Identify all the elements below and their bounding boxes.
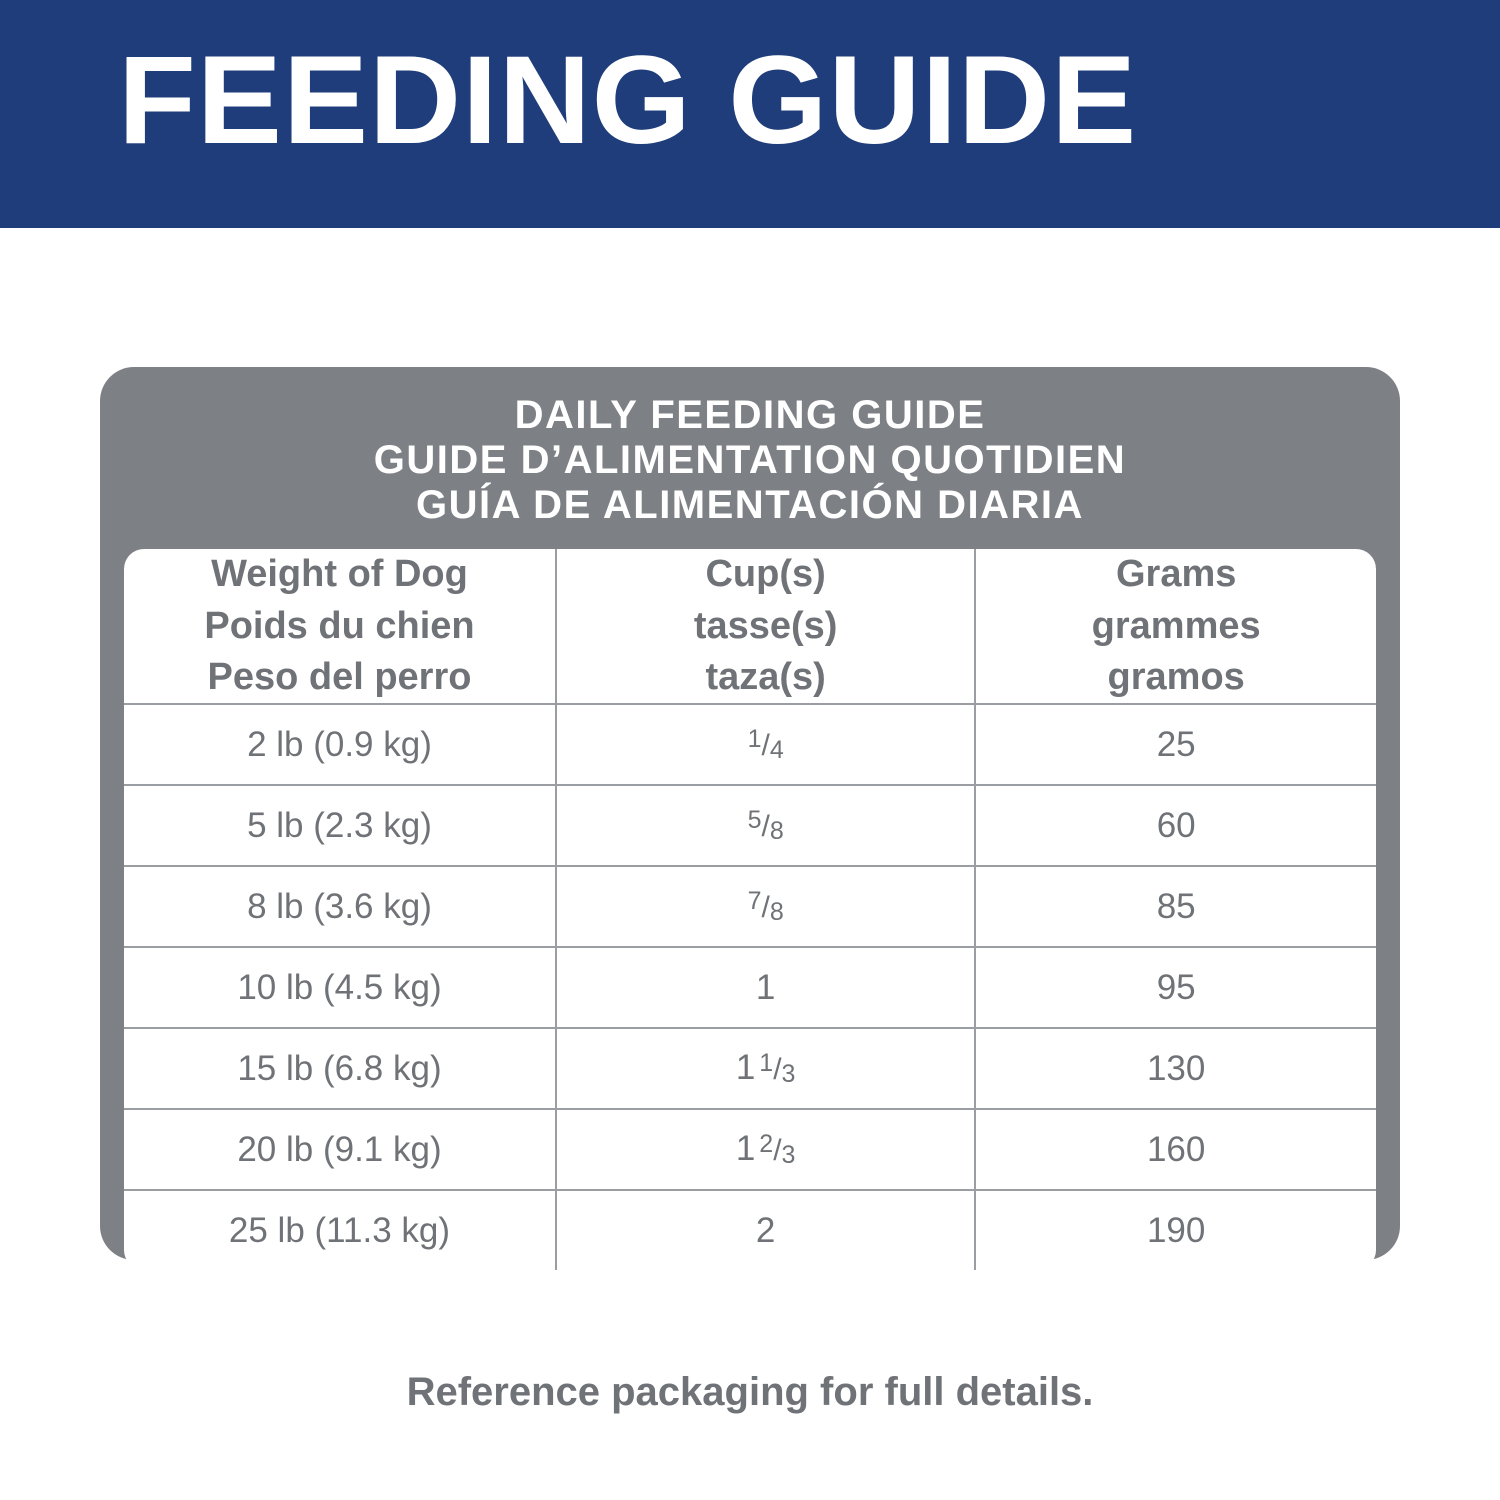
cups-denominator: 8 [769, 898, 784, 927]
column-header-weight-french: Poids du chien [204, 604, 475, 647]
cups-denominator: 4 [769, 736, 784, 765]
column-header-grams-french: grammes [1091, 604, 1261, 647]
table-row [124, 704, 1376, 785]
cell-cups [556, 947, 975, 1028]
column-header-grams [975, 549, 1376, 704]
fraction-slash: / [761, 810, 770, 844]
cups-numerator: 7 [747, 887, 762, 916]
cups-fraction [748, 886, 784, 927]
cell-cups [556, 704, 975, 785]
cell-weight: 5 lb (2.3 kg) [124, 785, 556, 866]
card-heading-english: DAILY FEEDING GUIDE [514, 393, 986, 437]
cups-whole: 1 [735, 1129, 756, 1169]
table-row [124, 947, 1376, 1028]
page-title: FEEDING GUIDE [118, 30, 1138, 170]
column-header-cups-french: tasse(s) [693, 604, 838, 647]
cups-numerator: 1 [759, 1049, 774, 1078]
cups-whole: 1 [735, 1048, 756, 1088]
cups-numerator: 2 [759, 1130, 774, 1159]
cell-grams: 60 [975, 785, 1376, 866]
cell-weight: 10 lb (4.5 kg) [124, 947, 556, 1028]
fraction-slash: / [773, 1134, 782, 1168]
feeding-table-wrapper [124, 549, 1376, 1270]
cups-fraction [759, 1129, 795, 1170]
cups-numerator: 5 [747, 806, 762, 835]
card-heading-french: GUIDE D’ALIMENTATION QUOTIDIEN [373, 437, 1127, 482]
cell-weight: 15 lb (6.8 kg) [124, 1028, 556, 1109]
cups-fraction [748, 805, 784, 846]
feeding-table [124, 549, 1376, 1270]
cell-grams: 25 [975, 704, 1376, 785]
cell-grams: 190 [1146, 1210, 1206, 1250]
cell-weight: 20 lb (9.1 kg) [124, 1109, 556, 1190]
cell-grams: 160 [975, 1109, 1376, 1190]
fraction-slash: / [761, 729, 770, 763]
column-header-cups [556, 549, 975, 704]
column-header-grams-spanish: gramos [1107, 655, 1245, 698]
daily-feeding-guide-card [100, 367, 1400, 1260]
column-header-weight-spanish: Peso del perro [207, 655, 472, 698]
card-heading [124, 393, 1376, 527]
cups-plain: 2 [755, 1210, 776, 1250]
cell-weight: 2 lb (0.9 kg) [124, 704, 556, 785]
table-row [124, 1028, 1376, 1109]
cell-cups [556, 866, 975, 947]
fraction-slash: / [773, 1053, 782, 1087]
table-row [124, 1109, 1376, 1190]
cups-fraction [748, 724, 784, 765]
cell-weight: 8 lb (3.6 kg) [124, 866, 556, 947]
column-header-cups-english: Cup(s) [705, 553, 826, 596]
cups-denominator: 8 [769, 817, 784, 846]
column-header-weight [124, 549, 556, 704]
table-header-row [124, 549, 1376, 704]
cups-denominator: 3 [781, 1141, 796, 1170]
cups-numerator: 1 [747, 725, 762, 754]
column-header-cups-spanish: taza(s) [705, 655, 826, 698]
table-row [124, 866, 1376, 947]
cell-cups [556, 1109, 975, 1190]
cups-denominator: 3 [781, 1060, 796, 1089]
cups-fraction [759, 1048, 795, 1089]
cell-cups [556, 785, 975, 866]
cell-cups [556, 1190, 975, 1270]
cell-grams: 95 [975, 947, 1376, 1028]
cell-grams: 130 [975, 1028, 1376, 1109]
cell-cups [556, 1028, 975, 1109]
footnote: Reference packaging for full details. [406, 1370, 1094, 1414]
column-header-grams-english: Grams [1115, 553, 1237, 596]
table-row [124, 785, 1376, 866]
table-row [124, 1190, 1376, 1270]
card-heading-spanish: GUÍA DE ALIMENTACIÓN DIARIA [416, 482, 1084, 527]
cups-plain: 1 [755, 967, 776, 1007]
feeding-guide-banner [0, 0, 1500, 228]
cell-grams: 85 [975, 866, 1376, 947]
column-header-weight-english: Weight of Dog [211, 553, 468, 596]
cell-weight: 25 lb (11.3 kg) [124, 1190, 556, 1270]
fraction-slash: / [761, 891, 770, 925]
